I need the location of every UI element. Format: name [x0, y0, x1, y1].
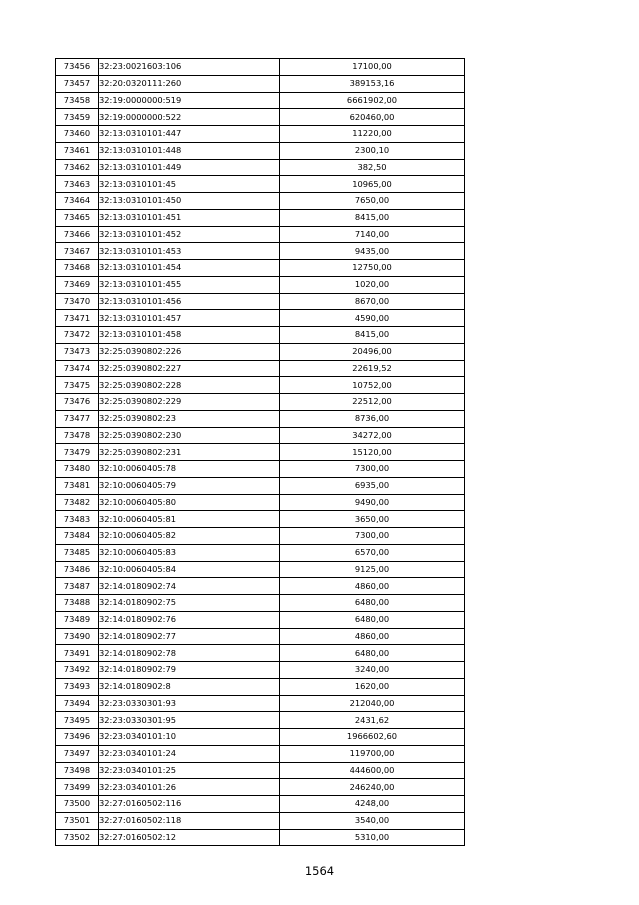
cadastral-number-cell: 32:13:0310101:458 [99, 327, 280, 344]
cadastral-number-cell: 32:23:0340101:10 [99, 729, 280, 746]
row-number-cell: 73496 [56, 729, 99, 746]
row-number-cell: 73488 [56, 595, 99, 612]
table-row [56, 209, 465, 226]
cadastral-number-cell: 32:25:0390802:231 [99, 444, 280, 461]
row-number-cell: 73460 [56, 126, 99, 143]
row-number-cell: 73473 [56, 343, 99, 360]
table-row [56, 92, 465, 109]
cadastral-number-cell: 32:13:0310101:453 [99, 243, 280, 260]
cadastral-value-cell: 8415,00 [280, 209, 465, 226]
cadastral-value-table [55, 58, 465, 846]
cadastral-number-cell: 32:13:0310101:455 [99, 276, 280, 293]
row-number-cell: 73458 [56, 92, 99, 109]
table-row [56, 678, 465, 695]
cadastral-value-cell: 34272,00 [280, 427, 465, 444]
row-number-cell: 73465 [56, 209, 99, 226]
table-row [56, 243, 465, 260]
cadastral-number-cell: 32:25:0390802:228 [99, 377, 280, 394]
row-number-cell: 73492 [56, 662, 99, 679]
cadastral-value-cell: 9435,00 [280, 243, 465, 260]
cadastral-value-cell: 7140,00 [280, 226, 465, 243]
cadastral-number-cell: 32:23:0340101:24 [99, 745, 280, 762]
cadastral-number-cell: 32:14:0180902:75 [99, 595, 280, 612]
cadastral-number-cell: 32:13:0310101:452 [99, 226, 280, 243]
cadastral-value-cell: 3240,00 [280, 662, 465, 679]
table-row [56, 645, 465, 662]
cadastral-value-cell: 444600,00 [280, 762, 465, 779]
cadastral-number-cell: 32:10:0060405:82 [99, 528, 280, 545]
table-row [56, 695, 465, 712]
cadastral-value-cell: 11220,00 [280, 126, 465, 143]
cadastral-value-cell: 22619,52 [280, 360, 465, 377]
cadastral-value-cell: 6480,00 [280, 611, 465, 628]
cadastral-value-cell: 17100,00 [280, 59, 465, 76]
row-number-cell: 73478 [56, 427, 99, 444]
table-row [56, 779, 465, 796]
row-number-cell: 73493 [56, 678, 99, 695]
cadastral-value-cell: 6570,00 [280, 544, 465, 561]
cadastral-value-cell: 12750,00 [280, 260, 465, 277]
table-row [56, 126, 465, 143]
table-row [56, 260, 465, 277]
row-number-cell: 73474 [56, 360, 99, 377]
table-row [56, 410, 465, 427]
cadastral-number-cell: 32:10:0060405:79 [99, 477, 280, 494]
cadastral-number-cell: 32:14:0180902:78 [99, 645, 280, 662]
row-number-cell: 73467 [56, 243, 99, 260]
cadastral-number-cell: 32:10:0060405:84 [99, 561, 280, 578]
row-number-cell: 73469 [56, 276, 99, 293]
table-row [56, 193, 465, 210]
cadastral-number-cell: 32:25:0390802:23 [99, 410, 280, 427]
cadastral-value-cell: 6480,00 [280, 595, 465, 612]
row-number-cell: 73479 [56, 444, 99, 461]
cadastral-number-cell: 32:19:0000000:519 [99, 92, 280, 109]
table-row [56, 75, 465, 92]
row-number-cell: 73481 [56, 477, 99, 494]
cadastral-value-cell: 382,50 [280, 159, 465, 176]
cadastral-number-cell: 32:25:0390802:229 [99, 394, 280, 411]
row-number-cell: 73486 [56, 561, 99, 578]
cadastral-number-cell: 32:23:0340101:26 [99, 779, 280, 796]
table-row [56, 176, 465, 193]
cadastral-value-cell: 22512,00 [280, 394, 465, 411]
table-row [56, 812, 465, 829]
table-row [56, 427, 465, 444]
row-number-cell: 73480 [56, 461, 99, 478]
row-number-cell: 73463 [56, 176, 99, 193]
cadastral-number-cell: 32:19:0000000:522 [99, 109, 280, 126]
table-row [56, 544, 465, 561]
cadastral-value-cell: 5310,00 [280, 829, 465, 846]
cadastral-value-cell: 10965,00 [280, 176, 465, 193]
cadastral-value-cell: 6935,00 [280, 477, 465, 494]
row-number-cell: 73502 [56, 829, 99, 846]
table-row [56, 226, 465, 243]
table-row [56, 578, 465, 595]
table-row [56, 628, 465, 645]
row-number-cell: 73498 [56, 762, 99, 779]
cadastral-value-cell: 20496,00 [280, 343, 465, 360]
cadastral-value-cell: 8670,00 [280, 293, 465, 310]
cadastral-number-cell: 32:13:0310101:449 [99, 159, 280, 176]
table-row [56, 377, 465, 394]
row-number-cell: 73500 [56, 796, 99, 813]
cadastral-number-cell: 32:14:0180902:76 [99, 611, 280, 628]
cadastral-value-cell: 212040,00 [280, 695, 465, 712]
cadastral-number-cell: 32:13:0310101:454 [99, 260, 280, 277]
cadastral-number-cell: 32:13:0310101:457 [99, 310, 280, 327]
table-row [56, 444, 465, 461]
row-number-cell: 73482 [56, 494, 99, 511]
cadastral-value-cell: 7300,00 [280, 461, 465, 478]
cadastral-value-cell: 9490,00 [280, 494, 465, 511]
cadastral-value-cell: 15120,00 [280, 444, 465, 461]
table-row [56, 59, 465, 76]
table-row [56, 561, 465, 578]
table-row [56, 494, 465, 511]
table-row [56, 159, 465, 176]
cadastral-number-cell: 32:23:0330301:93 [99, 695, 280, 712]
cadastral-value-cell: 4248,00 [280, 796, 465, 813]
table-row [56, 796, 465, 813]
table-row [56, 343, 465, 360]
row-number-cell: 73457 [56, 75, 99, 92]
table-body [56, 59, 465, 846]
cadastral-value-cell: 246240,00 [280, 779, 465, 796]
table-row [56, 477, 465, 494]
cadastral-value-cell: 6661902,00 [280, 92, 465, 109]
row-number-cell: 73490 [56, 628, 99, 645]
cadastral-value-cell: 8736,00 [280, 410, 465, 427]
row-number-cell: 73459 [56, 109, 99, 126]
row-number-cell: 73494 [56, 695, 99, 712]
cadastral-number-cell: 32:27:0160502:12 [99, 829, 280, 846]
table-row [56, 109, 465, 126]
cadastral-number-cell: 32:25:0390802:226 [99, 343, 280, 360]
row-number-cell: 73462 [56, 159, 99, 176]
cadastral-number-cell: 32:13:0310101:456 [99, 293, 280, 310]
cadastral-value-cell: 1020,00 [280, 276, 465, 293]
cadastral-value-cell: 2431,62 [280, 712, 465, 729]
row-number-cell: 73476 [56, 394, 99, 411]
row-number-cell: 73497 [56, 745, 99, 762]
row-number-cell: 73475 [56, 377, 99, 394]
cadastral-value-cell: 9125,00 [280, 561, 465, 578]
table-row [56, 360, 465, 377]
cadastral-value-cell: 7650,00 [280, 193, 465, 210]
row-number-cell: 73485 [56, 544, 99, 561]
row-number-cell: 73477 [56, 410, 99, 427]
table-row [56, 293, 465, 310]
cadastral-number-cell: 32:13:0310101:45 [99, 176, 280, 193]
table-row [56, 712, 465, 729]
cadastral-number-cell: 32:23:0330301:95 [99, 712, 280, 729]
row-number-cell: 73501 [56, 812, 99, 829]
cadastral-number-cell: 32:14:0180902:74 [99, 578, 280, 595]
table-row [56, 310, 465, 327]
cadastral-value-cell: 620460,00 [280, 109, 465, 126]
table-row [56, 276, 465, 293]
row-number-cell: 73472 [56, 327, 99, 344]
row-number-cell: 73464 [56, 193, 99, 210]
page-number: 1564 [304, 864, 335, 878]
cadastral-value-cell: 389153,16 [280, 75, 465, 92]
table-row [56, 528, 465, 545]
cadastral-number-cell: 32:14:0180902:79 [99, 662, 280, 679]
cadastral-value-cell: 6480,00 [280, 645, 465, 662]
cadastral-number-cell: 32:20:0320111:260 [99, 75, 280, 92]
cadastral-number-cell: 32:23:0340101:25 [99, 762, 280, 779]
cadastral-number-cell: 32:14:0180902:77 [99, 628, 280, 645]
cadastral-value-cell: 4590,00 [280, 310, 465, 327]
cadastral-value-cell: 1620,00 [280, 678, 465, 695]
table-row [56, 595, 465, 612]
cadastral-number-cell: 32:13:0310101:448 [99, 142, 280, 159]
table-row [56, 762, 465, 779]
cadastral-number-cell: 32:10:0060405:78 [99, 461, 280, 478]
cadastral-number-cell: 32:13:0310101:451 [99, 209, 280, 226]
cadastral-value-cell: 4860,00 [280, 628, 465, 645]
table-row [56, 729, 465, 746]
row-number-cell: 73461 [56, 142, 99, 159]
row-number-cell: 73484 [56, 528, 99, 545]
row-number-cell: 73470 [56, 293, 99, 310]
cadastral-number-cell: 32:10:0060405:80 [99, 494, 280, 511]
cadastral-number-cell: 32:27:0160502:118 [99, 812, 280, 829]
table-row [56, 327, 465, 344]
cadastral-value-cell: 3650,00 [280, 511, 465, 528]
cadastral-number-cell: 32:23:0021603:106 [99, 59, 280, 76]
cadastral-value-cell: 10752,00 [280, 377, 465, 394]
cadastral-value-cell: 3540,00 [280, 812, 465, 829]
cadastral-value-cell: 1966602,60 [280, 729, 465, 746]
row-number-cell: 73491 [56, 645, 99, 662]
table-row [56, 662, 465, 679]
row-number-cell: 73495 [56, 712, 99, 729]
table-row [56, 611, 465, 628]
cadastral-value-cell: 119700,00 [280, 745, 465, 762]
table-row [56, 142, 465, 159]
cadastral-number-cell: 32:10:0060405:83 [99, 544, 280, 561]
cadastral-value-cell: 4860,00 [280, 578, 465, 595]
row-number-cell: 73468 [56, 260, 99, 277]
row-number-cell: 73487 [56, 578, 99, 595]
row-number-cell: 73471 [56, 310, 99, 327]
cadastral-value-cell: 8415,00 [280, 327, 465, 344]
cadastral-number-cell: 32:25:0390802:227 [99, 360, 280, 377]
table-row [56, 511, 465, 528]
cadastral-number-cell: 32:10:0060405:81 [99, 511, 280, 528]
table-row [56, 745, 465, 762]
cadastral-number-cell: 32:25:0390802:230 [99, 427, 280, 444]
row-number-cell: 73483 [56, 511, 99, 528]
cadastral-value-cell: 2300,10 [280, 142, 465, 159]
table-row [56, 829, 465, 846]
row-number-cell: 73466 [56, 226, 99, 243]
table-row [56, 461, 465, 478]
cadastral-number-cell: 32:14:0180902:8 [99, 678, 280, 695]
row-number-cell: 73499 [56, 779, 99, 796]
table-row [56, 394, 465, 411]
cadastral-value-cell: 7300,00 [280, 528, 465, 545]
cadastral-number-cell: 32:27:0160502:116 [99, 796, 280, 813]
row-number-cell: 73456 [56, 59, 99, 76]
row-number-cell: 73489 [56, 611, 99, 628]
cadastral-number-cell: 32:13:0310101:450 [99, 193, 280, 210]
cadastral-number-cell: 32:13:0310101:447 [99, 126, 280, 143]
